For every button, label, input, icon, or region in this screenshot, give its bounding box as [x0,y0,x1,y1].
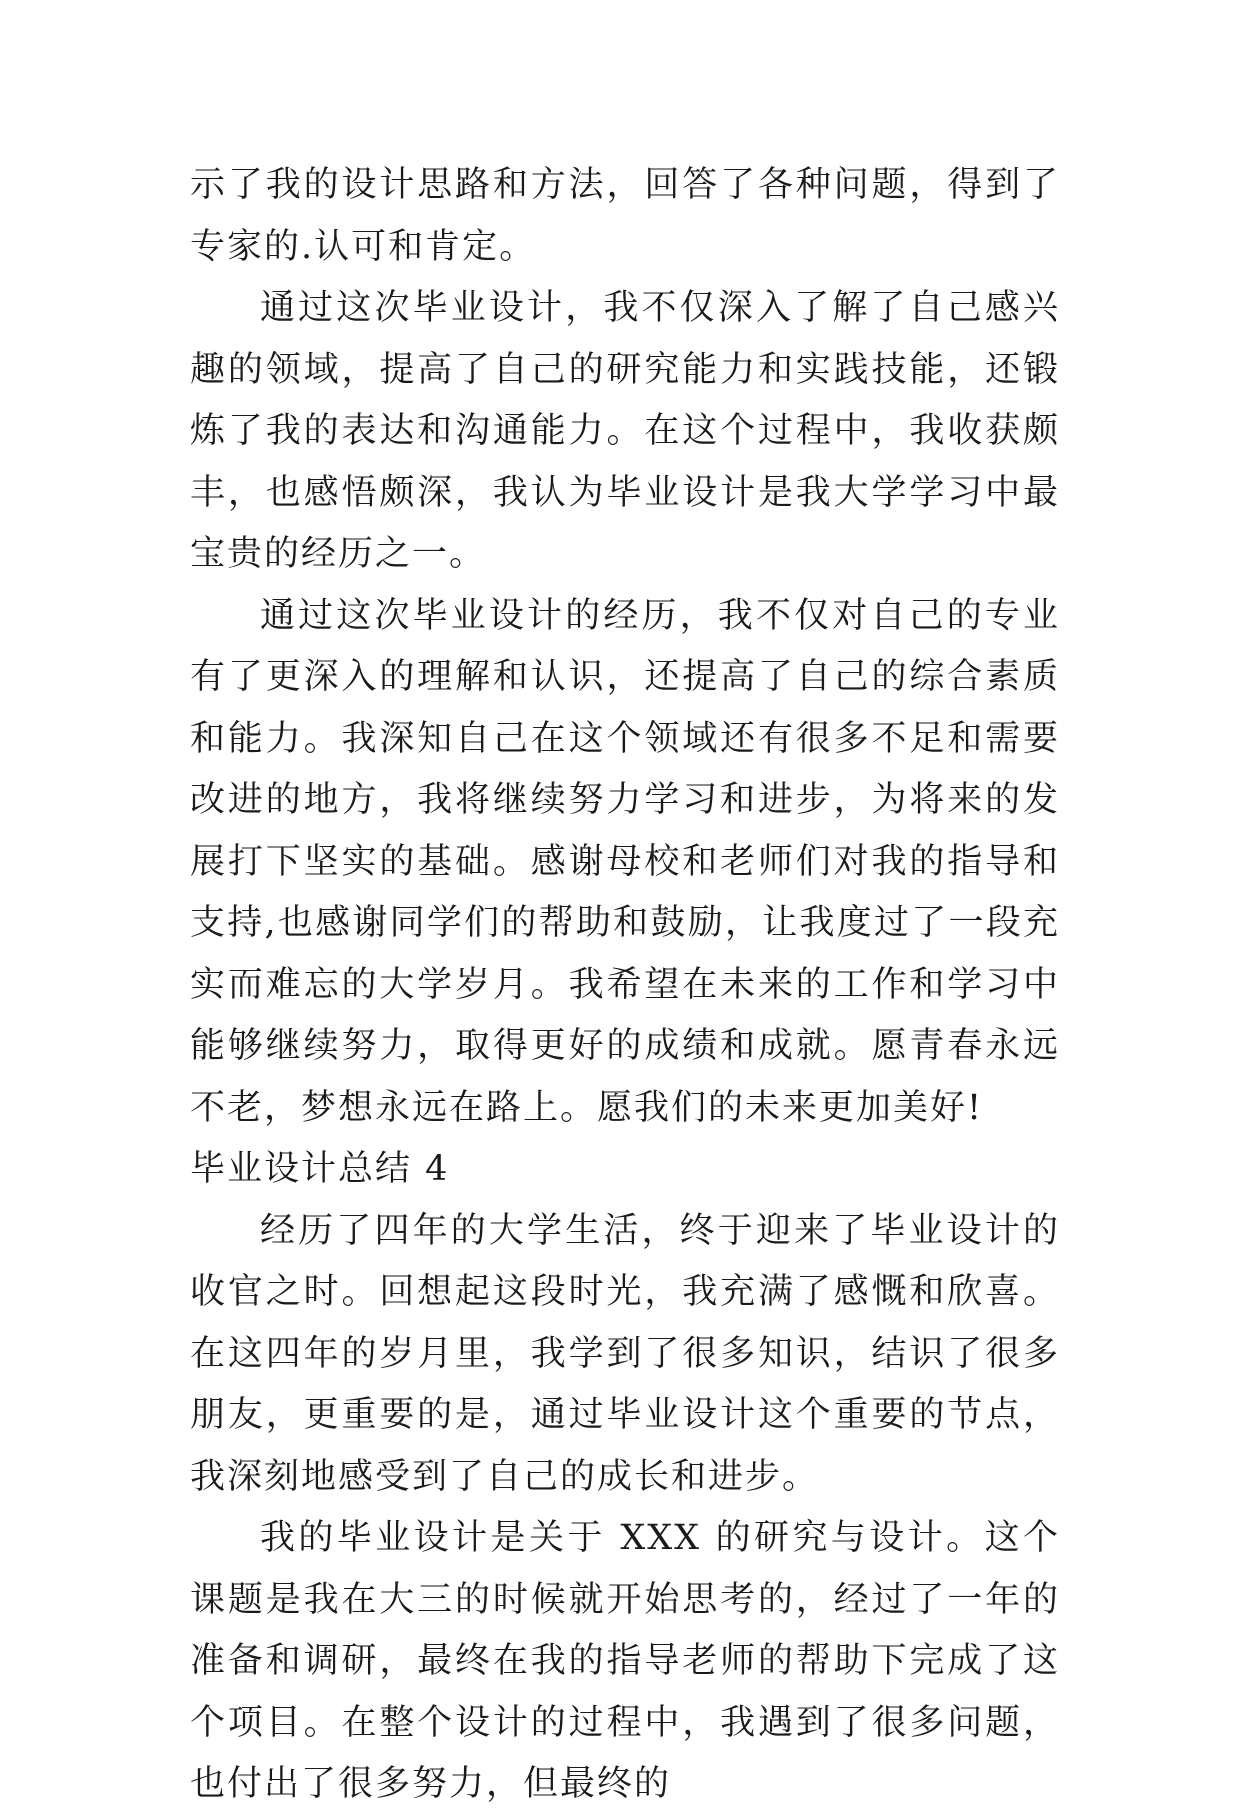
document-page [190,155,1060,1816]
section-title: 毕业设计总结 4 [190,1149,450,1189]
paragraph: 经历了四年的大学生活，终于迎来了毕业设计的收官之时。回想起这段时光，我充满了感慨和欣喜。在这四年的岁月里，我学到了很多知识，结识了很多朋友，更重要的是，通过毕业设计这个重要的节点，我深刻地感受到了自己的成长和进步。 [190,1210,1060,1497]
paragraph-continued: 示了我的设计思路和方法，回答了各种问题，得到了专家的.认可和肯定。 [190,165,1060,267]
paragraph: 通过这次毕业设计的经历，我不仅对自己的专业有了更深入的理解和认识，还提高了自己的综合素质和能力。我深知自己在这个领域还有很多不足和需要改进的地方，我将继续努力学习和进步，为将来的发展打下坚实的基础。感谢母校和老师们对我的指导和支持,也感谢同学们的帮助和鼓励，让我度过了一段充实而难忘的大学岁月。我希望在未来的工作和学习中能够继续努力，取得更好的成绩和成就。愿青春永远不老，梦想永远在路上。愿我们的未来更加美好! [190,595,1060,1128]
paragraph: 我的毕业设计是关于 XXX 的研究与设计。这个课题是我在大三的时候就开始思考的，经过了一年的准备和调研，最终在我的指导老师的帮助下完成了这个项目。在整个设计的过程中，我遇到了很多问题，也付出了很多努力，但最终的 [190,1518,1060,1804]
paragraph: 通过这次毕业设计，我不仅深入了解了自己感兴趣的领域，提高了自己的研究能力和实践技能，还锻炼了我的表达和沟通能力。在这个过程中，我收获颇丰，也感悟颇深，我认为毕业设计是我大学学习中最宝贵的经历之一。 [190,288,1060,574]
